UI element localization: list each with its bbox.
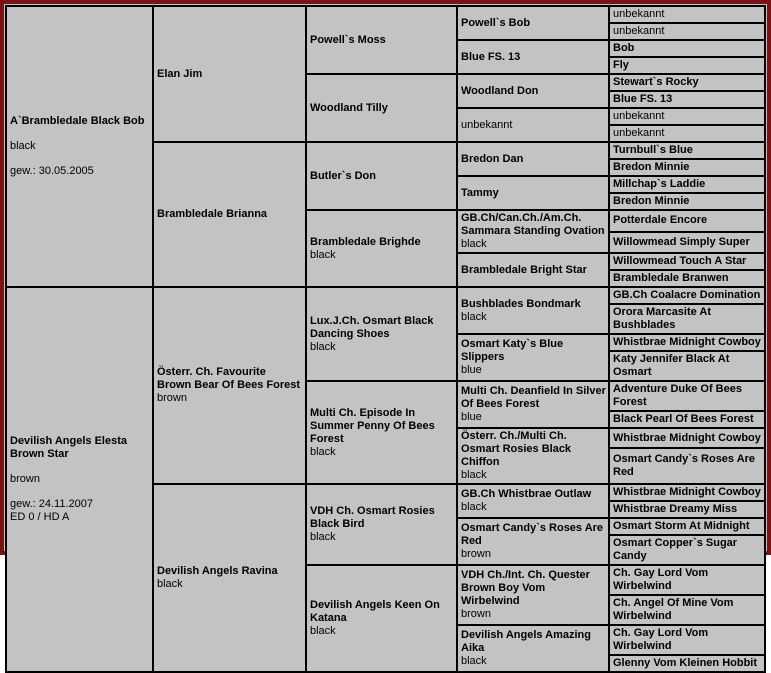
dog-colour-label: black: [10, 140, 36, 152]
pedigree-cell-gen5-18: [609, 304, 765, 334]
dog-name: Butler`s Don: [310, 169, 376, 182]
pedigree-cell-gen5-30: [609, 595, 765, 625]
dog-name: unbekannt: [613, 127, 665, 139]
pedigree-cell-gen5-8: [609, 125, 765, 142]
pedigree-cell-gen5-6: [609, 91, 765, 108]
dog-colour-label: black: [461, 655, 487, 667]
pedigree-cell-gen3-1: [306, 6, 457, 74]
pedigree-cell-gen5-14: [609, 232, 765, 254]
dog-colour-label: blue: [461, 364, 482, 376]
pedigree-cell-gen5-19: [609, 334, 765, 351]
dog-name: Osmart Katy`s Blue Slippers: [461, 338, 564, 363]
dog-colour-label: black: [310, 445, 336, 458]
dog-name: Blue FS. 13: [461, 50, 521, 63]
pedigree-cell-gen4-7: [457, 210, 609, 253]
pedigree-cell-gen5-31: [609, 625, 765, 655]
pedigree-cell-gen4-11: [457, 381, 609, 428]
dog-colour-label: brown: [461, 608, 491, 620]
dog-name: Brambledale Brianna: [157, 208, 268, 220]
dog-name: unbekannt: [613, 25, 665, 37]
pedigree-cell-gen3-7: [306, 484, 457, 565]
dog-colour-label: brown: [157, 392, 187, 404]
dog-name: Osmart Copper`s Sugar Candy: [613, 537, 738, 562]
pedigree-cell-gen5-13: [609, 210, 765, 232]
dog-colour-label: black: [310, 531, 336, 543]
pedigree-cell-gen5-23: [609, 428, 765, 448]
dog-name: A`Brambledale Black Bob: [10, 115, 145, 127]
dog-name: Multi Ch. Deanfield In Silver Of Bees Forest: [461, 385, 606, 410]
dog-name: unbekannt: [613, 110, 665, 122]
dog-colour-label: brown: [461, 548, 491, 560]
pedigree-row: [6, 6, 765, 23]
dog-name: Willowmead Simply Super: [613, 235, 750, 248]
pedigree-cell-gen5-22: [609, 411, 765, 428]
dog-colour-label: black: [461, 469, 487, 481]
dog-colour-label: black: [310, 625, 336, 637]
dog-name: Black Pearl Of Bees Forest: [613, 413, 754, 425]
pedigree-cell-gen5-12: [609, 193, 765, 210]
dog-name: Powell`s Bob: [461, 16, 531, 29]
dog-colour-label: black: [461, 238, 487, 250]
dog-colour-label: black: [157, 578, 183, 590]
pedigree-cell-gen5-16: [609, 270, 765, 287]
pedigree-row: [6, 287, 765, 304]
dog-name: GB.Ch/Can.Ch./Am.Ch. Sammara Standing Ovation: [461, 212, 605, 237]
pedigree-cell-gen4-15: [457, 565, 609, 625]
dog-name: Ch. Gay Lord Vom Wirbelwind: [613, 567, 709, 592]
pedigree-cell-gen1-1: [6, 6, 153, 287]
pedigree-cell-gen5-3: [609, 40, 765, 57]
dog-name: GB.Ch Whistbrae Outlaw: [461, 488, 592, 500]
dog-name: Potterdale Encore: [613, 214, 708, 227]
pedigree-cell-gen3-8: [306, 565, 457, 672]
dog-name: Woodland Don: [461, 84, 539, 97]
dog-name: Devilish Angels Keen On Katana: [310, 599, 440, 624]
pedigree-cell-gen3-6: [306, 381, 457, 484]
dog-name: Devilish Angels Elesta Brown Star: [10, 435, 127, 460]
pedigree-cell-gen5-9: [609, 142, 765, 159]
dog-name: unbekannt: [613, 8, 665, 20]
dog-name: Multi Ch. Episode In Summer Penny Of Bees Forest: [310, 406, 435, 445]
pedigree-cell-gen5-20: [609, 351, 765, 381]
dog-name: Adventure Duke Of Bees Forest: [613, 383, 742, 408]
pedigree-cell-gen4-3: [457, 74, 609, 108]
dog-name: Willowmead Touch A Star: [613, 255, 747, 267]
dog-colour-label: black: [461, 310, 487, 323]
dog-name: Bredon Minnie: [613, 161, 690, 173]
dog-name: VDH Ch. Osmart Rosies Black Bird: [310, 505, 435, 530]
dog-name: Devilish Angels Amazing Aika: [461, 629, 591, 654]
dog-name: Ch. Gay Lord Vom Wirbelwind: [613, 627, 709, 652]
pedigree-cell-gen5-17: [609, 287, 765, 304]
dog-name: Turnbull`s Blue: [613, 144, 693, 156]
dog-name: Fly: [613, 59, 629, 71]
dog-colour-label: black: [310, 340, 336, 353]
dog-name: unbekannt: [461, 118, 513, 131]
dog-name: Whistbrae Midnight Cowboy: [613, 486, 761, 498]
pedigree-cell-gen5-4: [609, 57, 765, 74]
pedigree-cell-gen5-27: [609, 518, 765, 535]
pedigree-cell-gen4-9: [457, 287, 609, 334]
pedigree-cell-gen5-7: [609, 108, 765, 125]
pedigree-cell-gen5-21: [609, 381, 765, 411]
pedigree-body: [6, 6, 765, 672]
dog-name: Orora Marcasite At Bushblades: [613, 306, 712, 331]
dog-name: Österr. Ch. Favourite Brown Bear Of Bees Forest: [157, 366, 301, 391]
dog-name: Blue FS. 13: [613, 93, 673, 105]
dog-name: Osmart Candy`s Roses Are Red: [461, 522, 604, 547]
pedigree-cell-gen4-1: [457, 6, 609, 40]
dog-name: Bushblades Bondmark: [461, 297, 581, 310]
dog-name: VDH Ch./Int. Ch. Quester Brown Boy Vom Wirbelwind: [461, 569, 590, 607]
dog-colour-label: black: [310, 248, 336, 261]
dog-name: Stewart`s Rocky: [613, 76, 699, 88]
dog-name: Whistbrae Dreamy Miss: [613, 503, 738, 515]
pedigree-cell-gen4-16: [457, 625, 609, 672]
dog-name: Brambledale Branwen: [613, 272, 729, 284]
dog-name: Österr. Ch./Multi Ch. Osmart Rosies Black Chiffon: [461, 430, 572, 468]
dog-name: Osmart Candy`s Roses Are Red: [613, 453, 756, 479]
dog-colour-label: black: [461, 501, 487, 513]
pedigree-cell-gen1-2: [6, 287, 153, 672]
pedigree-cell-gen5-29: [609, 565, 765, 595]
pedigree-cell-gen3-2: [306, 74, 457, 142]
dog-name: Whistbrae Midnight Cowboy: [613, 431, 761, 444]
dog-name: Powell`s Moss: [310, 33, 386, 46]
pedigree-cell-gen4-10: [457, 334, 609, 381]
pedigree-cell-gen5-1: [609, 6, 765, 23]
pedigree-cell-gen5-26: [609, 501, 765, 518]
dog-name: Bob: [613, 42, 635, 54]
dog-info-line: gew.: 30.05.2005: [10, 165, 94, 177]
pedigree-cell-gen4-2: [457, 40, 609, 74]
dog-name: Katy Jennifer Black At Osmart: [613, 353, 730, 378]
pedigree-cell-gen5-10: [609, 159, 765, 176]
dog-colour-label: brown: [10, 473, 40, 485]
pedigree-cell-gen5-2: [609, 23, 765, 40]
pedigree-table: [5, 5, 766, 673]
dog-name: Bredon Minnie: [613, 195, 690, 207]
pedigree-cell-gen3-3: [306, 142, 457, 210]
dog-name: Elan Jim: [157, 67, 203, 80]
pedigree-cell-gen4-4: [457, 108, 609, 142]
dog-name: Tammy: [461, 186, 499, 199]
pedigree-cell-gen5-32: [609, 655, 765, 672]
pedigree-cell-gen5-15: [609, 253, 765, 270]
pedigree-cell-gen2-4: [153, 484, 306, 672]
dog-name: Devilish Angels Ravina: [157, 565, 278, 577]
pedigree-cell-gen3-5: [306, 287, 457, 381]
pedigree-container: [4, 4, 767, 669]
dog-name: Millchap`s Laddie: [613, 178, 706, 190]
dog-name: Woodland Tilly: [310, 101, 388, 114]
dog-name: Glenny Vom Kleinen Hobbit: [613, 657, 758, 669]
dog-name: Osmart Storm At Midnight: [613, 520, 750, 532]
dog-name: Brambledale Brighde: [310, 235, 421, 248]
pedigree-cell-gen3-4: [306, 210, 457, 287]
pedigree-cell-gen4-6: [457, 176, 609, 210]
dog-name: Bredon Dan: [461, 152, 524, 165]
dog-name: GB.Ch Coalacre Domination: [613, 289, 761, 301]
dog-name: Whistbrae Midnight Cowboy: [613, 336, 761, 348]
dog-name: Ch. Angel Of Mine Vom Wirbelwind: [613, 597, 734, 622]
pedigree-cell-gen5-11: [609, 176, 765, 193]
pedigree-cell-gen4-5: [457, 142, 609, 176]
dog-info-line: ED 0 / HD A: [10, 511, 70, 523]
pedigree-cell-gen5-25: [609, 484, 765, 501]
pedigree-cell-gen2-3: [153, 287, 306, 484]
dog-info-line: gew.: 24.11.2007: [10, 498, 93, 510]
pedigree-cell-gen2-2: [153, 142, 306, 287]
pedigree-cell-gen4-13: [457, 484, 609, 518]
dog-name: Brambledale Bright Star: [461, 263, 587, 276]
pedigree-cell-gen4-14: [457, 518, 609, 565]
pedigree-cell-gen4-12: [457, 428, 609, 484]
dog-name: Lux.J.Ch. Osmart Black Dancing Shoes: [310, 314, 434, 340]
pedigree-cell-gen2-1: [153, 6, 306, 142]
pedigree-cell-gen4-8: [457, 253, 609, 287]
pedigree-cell-gen5-24: [609, 448, 765, 484]
pedigree-cell-gen5-28: [609, 535, 765, 565]
pedigree-cell-gen5-5: [609, 74, 765, 91]
dog-colour-label: blue: [461, 411, 482, 423]
